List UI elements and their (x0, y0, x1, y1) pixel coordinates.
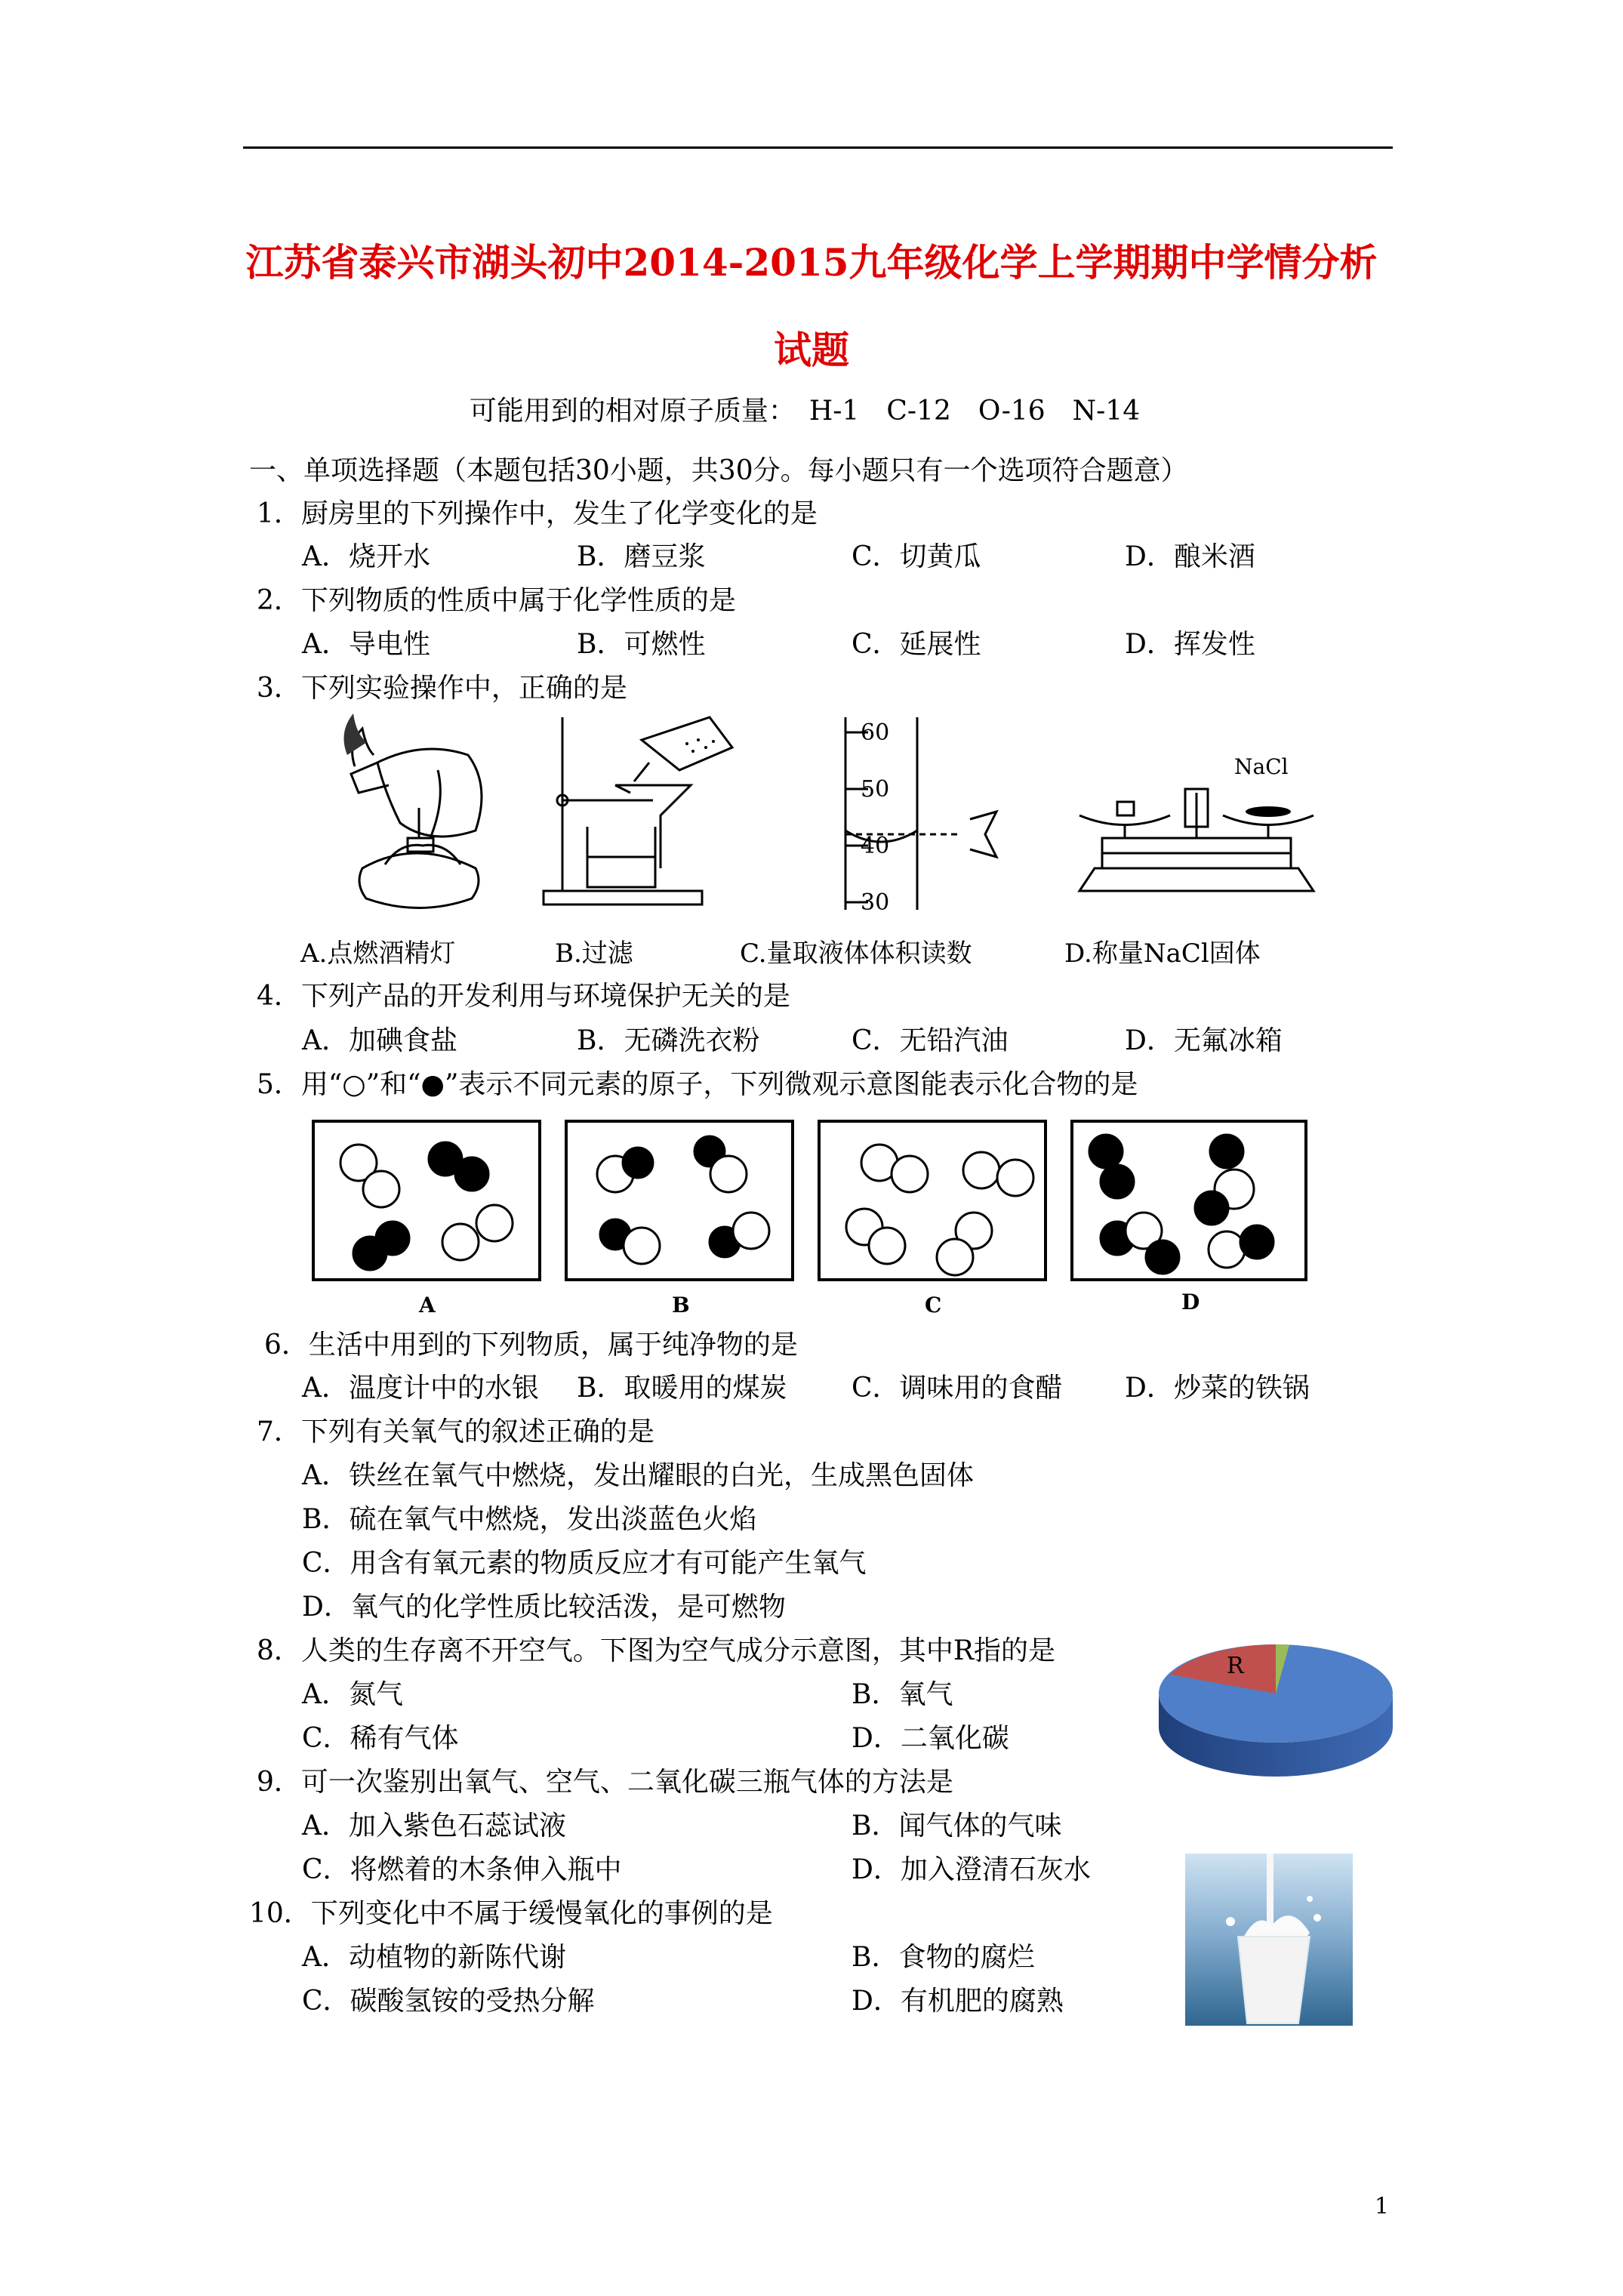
q7-stem: 7．下列有关氧气的叙述正确的是 (257, 1416, 654, 1447)
q3-caption-a: A.点燃酒精灯 (300, 938, 456, 969)
q8-option-d: D．二氧化碳 (852, 1723, 1009, 1754)
q1-stem: 1．厨房里的下列操作中，发生了化学变化的是 (257, 498, 818, 529)
q7-option-c: C．用含有氧元素的物质反应才有可能产生氧气 (302, 1548, 867, 1579)
header-rule (243, 146, 1393, 149)
q10-option-a: A．动植物的新陈代谢 (302, 1942, 566, 1973)
q9-option-c: C．将燃着的木条伸入瓶中 (302, 1854, 622, 1885)
atomic-masses-label: 可能用到的相对原子质量： (469, 396, 796, 427)
section-heading: 一、单项选择题（本题包括30小题，共30分。每小题只有一个选项符合题意） (249, 455, 1188, 486)
q7-option-a: A．铁丝在氧气中燃烧，发出耀眼的白光，生成黑色固体 (302, 1460, 974, 1491)
q8-stem: 8．人类的生存离不开空气。下图为空气成分示意图，其中R指的是 (257, 1635, 1056, 1666)
q6-option-b: B．取暖用的煤炭 (577, 1373, 787, 1404)
q7-option-d: D．氧气的化学性质比较活泼，是可燃物 (302, 1592, 786, 1623)
cylinder-tick-30: 30 (861, 889, 890, 916)
cylinder-tick-50: 50 (861, 776, 890, 803)
mass-n: N-14 (1072, 396, 1141, 427)
balance-figure (1072, 747, 1321, 914)
q5-label-d: D (1181, 1290, 1200, 1314)
q3-caption-b: B.过滤 (555, 938, 633, 969)
q2-stem: 2．下列物质的性质中属于化学性质的是 (257, 585, 736, 616)
mass-h: H-1 (808, 396, 860, 427)
q5-label-c: C (925, 1293, 942, 1318)
nacl-label: NaCl (1234, 754, 1289, 779)
q8-option-c: C．稀有气体 (302, 1723, 459, 1754)
q8-option-a: A．氮气 (302, 1679, 403, 1710)
q2-option-c: C．延展性 (852, 629, 981, 660)
atomic-masses (0, 390, 1623, 428)
q6-option-a: A．温度计中的水银 (302, 1373, 539, 1404)
page-number: 1 (1374, 2193, 1389, 2220)
q2-option-b: B．可燃性 (577, 629, 706, 660)
q4-option-b: B．无磷洗衣粉 (577, 1025, 760, 1056)
q3-caption-d: D.称量NaCl固体 (1064, 938, 1261, 969)
q5-stem: 5．用“○”和“●”表示不同元素的原子，下列微观示意图能表示化合物的是 (257, 1069, 1138, 1100)
q6-stem: 6．生活中用到的下列物质，属于纯净物的是 (264, 1330, 798, 1361)
q9-option-a: A．加入紫色石蕊试液 (302, 1811, 566, 1841)
q4-stem: 4．下列产品的开发利用与环境保护无关的是 (257, 981, 790, 1012)
q1-option-a: A．烧开水 (302, 541, 430, 572)
milk-glass-photo (1185, 1854, 1353, 2026)
q10-stem: 10．下列变化中不属于缓慢氧化的事例的是 (249, 1898, 773, 1929)
q9-option-d: D．加入澄清石灰水 (852, 1854, 1091, 1885)
doc-title-line2: 试题 (774, 328, 849, 372)
q8-option-b: B．氧气 (852, 1679, 953, 1710)
q10-option-b: B．食物的腐烂 (852, 1942, 1035, 1973)
molecule-diagrams (310, 1117, 1313, 1321)
filtration-figure (528, 710, 747, 914)
q2-option-d: D．挥发性 (1125, 629, 1255, 660)
cylinder-tick-60: 60 (861, 720, 890, 746)
q1-option-d: D．酿米酒 (1125, 541, 1255, 572)
q4-option-d: D．无氟冰箱 (1125, 1025, 1283, 1056)
graduated-cylinder-figure (830, 713, 1019, 917)
q4-option-a: A．加碘食盐 (302, 1025, 457, 1056)
q10-option-c: C．碳酸氢铵的受热分解 (302, 1986, 595, 2017)
alcohol-lamp-figure (332, 710, 521, 921)
q6-option-d: D．炒菜的铁锅 (1125, 1373, 1310, 1404)
q1-option-b: B．磨豆浆 (577, 541, 706, 572)
mass-c: C-12 (886, 396, 951, 427)
q3-caption-c: C.量取液体体积读数 (740, 938, 972, 969)
q5-label-b: B (672, 1293, 690, 1318)
q2-option-a: A．导电性 (302, 629, 430, 660)
q1-option-c: C．切黄瓜 (852, 541, 981, 572)
air-composition-pie (1155, 1637, 1397, 1788)
q6-option-c: C．调味用的食醋 (852, 1373, 1063, 1404)
q7-option-b: B．硫在氧气中燃烧，发出淡蓝色火焰 (302, 1504, 757, 1535)
q10-option-d: D．有机肥的腐熟 (852, 1986, 1064, 2017)
doc-title-line1: 江苏省泰兴市湖头初中2014-2015九年级化学上学期期中学情分析 (245, 240, 1378, 285)
cylinder-tick-40: 40 (861, 833, 890, 859)
q3-stem: 3．下列实验操作中，正确的是 (257, 673, 627, 704)
q5-label-a: A (419, 1293, 436, 1318)
pie-label-r: R (1227, 1653, 1244, 1679)
q4-option-c: C．无铅汽油 (852, 1025, 1009, 1056)
mass-o: O-16 (978, 396, 1046, 427)
q9-stem: 9．可一次鉴别出氧气、空气、二氧化碳三瓶气体的方法是 (257, 1767, 953, 1798)
q9-option-b: B．闻气体的气味 (852, 1811, 1062, 1841)
